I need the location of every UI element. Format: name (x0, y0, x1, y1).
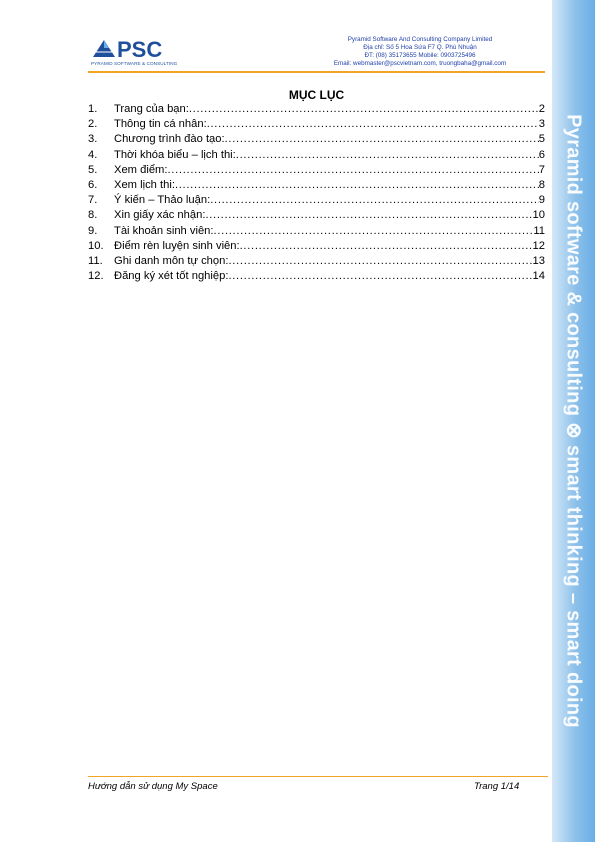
footer-document-title: Hướng dẫn sử dụng My Space (88, 781, 218, 792)
company-info (300, 36, 540, 68)
toc-entry-number: 11. (88, 254, 103, 267)
pyramid-logo-icon (91, 36, 181, 60)
table-of-contents (88, 102, 545, 284)
toc-entry[interactable] (88, 117, 545, 132)
company-name: Pyramid Software And Consulting Company Limited (347, 36, 493, 43)
toc-entry[interactable] (88, 132, 545, 147)
toc-entry-page: 6 (538, 148, 545, 161)
toc-leader-dots (240, 239, 533, 254)
toc-entry[interactable] (88, 102, 545, 117)
toc-entry-title: Ý kiến – Thảo luận: (114, 194, 211, 207)
company-address: Địa chỉ: Số 5 Hoa Sứa F7 Q. Phú Nhuận (363, 44, 477, 51)
toc-leader-dots (228, 269, 532, 284)
toc-entry[interactable] (88, 163, 545, 178)
toc-entry-page: 10 (532, 209, 545, 222)
logo-text: PSC (117, 37, 163, 60)
toc-entry-page: 3 (538, 118, 545, 131)
toc-entry[interactable] (88, 254, 545, 269)
toc-entry-title: Xem điểm: (114, 163, 168, 176)
toc-entry-number: 2. (88, 118, 98, 131)
toc-entry[interactable] (88, 239, 545, 254)
toc-entry-number: 4. (88, 148, 98, 161)
company-email: Email: webmaster@pscvietnam.com, truongbaha@gmail.com (333, 60, 507, 67)
toc-entry-page: 7 (538, 163, 545, 176)
toc-entry-title: Thời khóa biểu – lịch thi: (114, 148, 236, 161)
toc-entry-page: 5 (538, 133, 545, 146)
toc-entry[interactable] (88, 178, 545, 193)
toc-entry-number: 12. (88, 270, 104, 283)
toc-entry-number: 1. (88, 103, 98, 115)
toc-entry-number: 5. (88, 163, 98, 176)
company-phone: ĐT: (08) 35173655 Mobile: 0903725496 (364, 52, 476, 59)
toc-entry-number: 8. (88, 209, 98, 222)
toc-entry-number: 7. (88, 194, 98, 207)
toc-entry-title: Thông tin cá nhân: (114, 118, 207, 131)
toc-entry-page: 9 (538, 194, 545, 207)
toc-leader-dots (175, 178, 539, 193)
toc-entry[interactable] (88, 148, 545, 163)
toc-entry-title: Tài khoản sinh viên: (114, 224, 214, 237)
logo-subtitle: PYRAMID SOFTWARE & CONSULTING (91, 61, 178, 66)
sidebar-banner (552, 0, 595, 842)
footer-divider (88, 776, 548, 777)
toc-entry[interactable] (88, 269, 545, 284)
toc-entry[interactable] (88, 208, 545, 223)
footer-page-number: Trang 1/14 (474, 781, 520, 792)
toc-entry-page: 11 (533, 224, 545, 237)
toc-entry-page: 2 (538, 103, 545, 115)
toc-entry-page: 13 (532, 254, 545, 267)
toc-entry-title: Xem lịch thi: (114, 178, 175, 191)
toc-leader-dots (207, 117, 539, 132)
toc-entry-number: 10. (88, 239, 104, 252)
toc-entry-number: 3. (88, 133, 98, 146)
toc-leader-dots (214, 224, 534, 239)
sidebar-tagline: Pyramid software & consulting ⊗ smart thinking – smart doing (562, 114, 584, 728)
toc-entry-title: Đăng ký xét tốt nghiệp: (114, 270, 229, 283)
toc-entry-title: Chương trình đào tạo: (114, 133, 225, 146)
toc-title: MỤC LỤC (288, 88, 345, 102)
toc-leader-dots (167, 163, 538, 178)
toc-leader-dots (210, 193, 539, 208)
toc-leader-dots (228, 254, 532, 269)
toc-entry-page: 12 (532, 239, 545, 252)
toc-leader-dots (189, 102, 539, 117)
company-logo (91, 36, 181, 68)
toc-entry-title: Ghi danh môn tự chọn: (114, 254, 229, 267)
toc-entry-title: Xin giấy xác nhận: (114, 209, 206, 222)
toc-entry-page: 8 (538, 178, 545, 191)
toc-entry-title: Điểm rèn luyện sinh viên: (114, 239, 240, 252)
header-divider (88, 71, 545, 73)
toc-entry-number: 6. (88, 178, 98, 191)
toc-entry[interactable] (88, 224, 545, 239)
toc-leader-dots (236, 148, 539, 163)
toc-entry-title: Trang của bạn: (114, 103, 189, 115)
toc-entry-number: 9. (88, 224, 98, 237)
toc-entry-page: 14 (532, 270, 545, 283)
toc-entry[interactable] (88, 193, 545, 208)
toc-leader-dots (225, 132, 539, 147)
toc-leader-dots (205, 208, 532, 223)
